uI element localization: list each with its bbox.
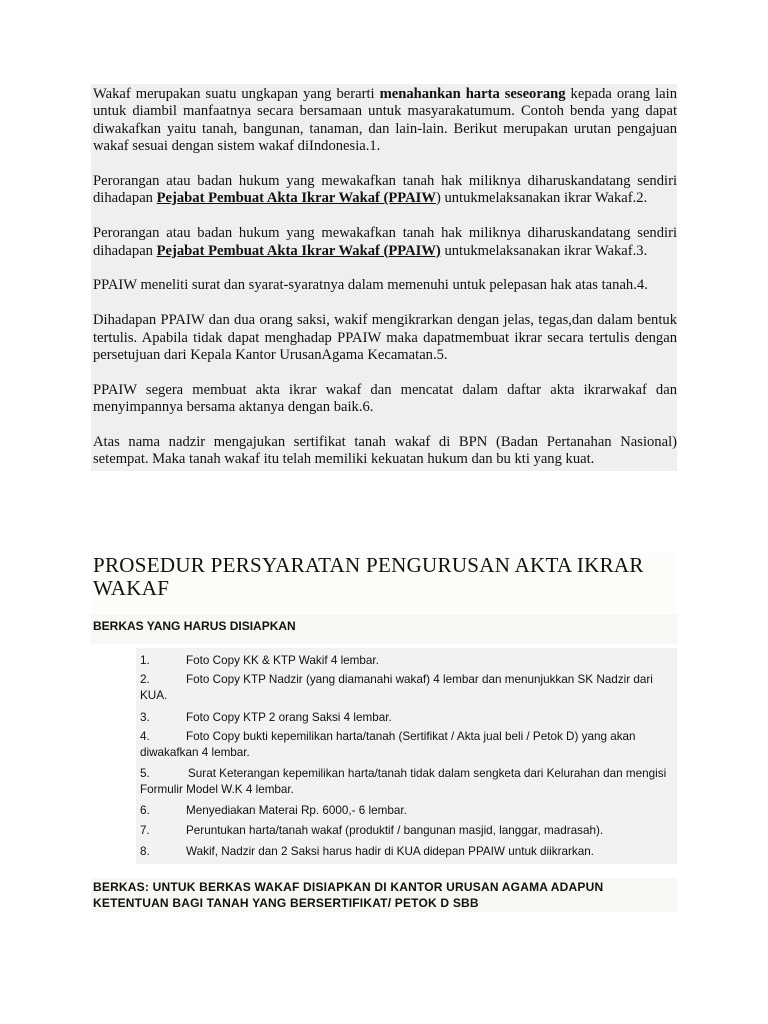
- text: Wakaf merupakan suatu ungkapan yang berarti: [93, 86, 380, 102]
- text: ) untukmelaksanakan ikrar Wakaf.2.: [435, 190, 648, 207]
- list-item: [140, 844, 670, 860]
- list-item: [140, 710, 670, 726]
- requirements-list: [136, 648, 677, 864]
- item-number: 1.: [140, 654, 150, 667]
- step-paragraph: Atas nama nadzir mengajukan sertifikat tanah wakaf di BPN (Badan Pertanahan Nasional) setempat. Maka tanah wakaf itu telah memiliki kekuatan hukum dan bu kti yang kuat.: [93, 434, 677, 468]
- bold-text: menahankan harta seseorang: [379, 86, 566, 102]
- item-text: Foto Copy KTP 2 orang Saksi 4 lembar.: [186, 711, 392, 724]
- item-text: Menyediakan Materai Rp. 6000,- 6 lembar.: [186, 804, 407, 817]
- item-number: 4.: [140, 730, 150, 743]
- list-item: [140, 653, 670, 669]
- intro-section: [91, 84, 677, 471]
- step-paragraph: Dihadapan PPAIW dan dua orang saksi, wakif mengikrarkan dengan jelas, tegas,dan dalam bentuk tertulis. Apabila tidak dapat menghadap PPAIW maka dapatmembuat ikrar secara tertulis dengan persetujuan dari Kepala Kantor UrusanAgama Kecamatan.5.: [93, 312, 677, 364]
- item-number: 8.: [140, 845, 150, 858]
- list-item: [140, 803, 670, 819]
- step-paragraph: [93, 173, 677, 208]
- item-text: Foto Copy KTP Nadzir (yang diamanahi wakaf) 4 lembar dan menunjukkan SK Nadzir dari KUA.: [140, 673, 653, 702]
- item-number: 5.: [140, 767, 150, 780]
- section-heading: PROSEDUR PERSYARATAN PENGURUSAN AKTA IKRAR WAKAF: [93, 553, 644, 600]
- step-paragraph: [93, 225, 677, 260]
- item-number: 3.: [140, 711, 150, 724]
- step-paragraph: PPAIW segera membuat akta ikrar wakaf dan mencatat dalam daftar akta ikrarwakaf dan menyimpannya bersama aktanya dengan baik.6.: [93, 381, 677, 416]
- item-number: 2.: [140, 673, 150, 686]
- berkas-title: BERKAS YANG HARUS DISIAPKAN: [91, 614, 677, 644]
- item-text: Peruntukan harta/tanah wakaf (produktif / bangunan masjid, langgar, madrasah).: [186, 824, 604, 837]
- list-item: [140, 729, 670, 761]
- item-text: Wakif, Nadzir dan 2 Saksi harus hadir di KUA didepan PPAIW untuk diikrarkan.: [186, 845, 594, 858]
- text: untukmelaksanakan ikrar Wakaf.3.: [440, 242, 648, 259]
- berkas-wakaf-title: BERKAS: UNTUK BERKAS WAKAF DISIAPKAN DI KANTOR URUSAN AGAMA ADAPUN KETENTUAN BAGI TANAH YANG BERSERTIFIKAT/ PETOK D SBB: [91, 878, 677, 912]
- step-paragraph: PPAIW meneliti surat dan syarat-syaratnya dalam memenuhi untuk pelepasan hak atas tanah.4.: [93, 277, 648, 294]
- ppaiw-link[interactable]: Pejabat Pembuat Akta Ikrar Wakaf (PPAIW: [156, 190, 436, 207]
- list-item: [140, 672, 670, 704]
- text: Perorangan atau badan hukum yang mewakafkan tanah hak miliknya diharuskandatang sendiri dihadapan: [93, 173, 677, 207]
- item-text: Foto Copy bukti kepemilikan harta/tanah (Sertifikat / Akta jual beli / Petok D) yang akan diwakafkan 4 lembar.: [140, 730, 636, 759]
- intro-paragraph: [93, 86, 677, 156]
- text: kepada orang lain untuk diambil manfaatnya secara bersamaan untuk masyarakatumum. Contoh benda yang dapat diwakafkan yaitu tanah, bangunan, tanaman, dan lain-lain. Berikut merupakan urutan pengajuan wakaf sesuai dengan sistem wakaf diIndonesia.1.: [93, 86, 677, 155]
- text: Perorangan atau badan hukum yang mewakafkan tanah hak miliknya diharuskandatang sendiri dihadapan: [93, 225, 677, 259]
- list-item: [140, 823, 670, 839]
- list-item: [140, 766, 670, 798]
- item-text: Surat Keterangan kepemilikan harta/tanah tidak dalam sengketa dari Kelurahan dan mengisi Formulir Model W.K 4 lembar.: [140, 767, 667, 796]
- item-text: Foto Copy KK & KTP Wakif 4 lembar.: [186, 654, 379, 667]
- item-number: 7.: [140, 824, 150, 837]
- section-heading-box: [91, 552, 677, 612]
- ppaiw-link[interactable]: Pejabat Pembuat Akta Ikrar Wakaf (PPAIW): [156, 242, 441, 259]
- item-number: 6.: [140, 804, 150, 817]
